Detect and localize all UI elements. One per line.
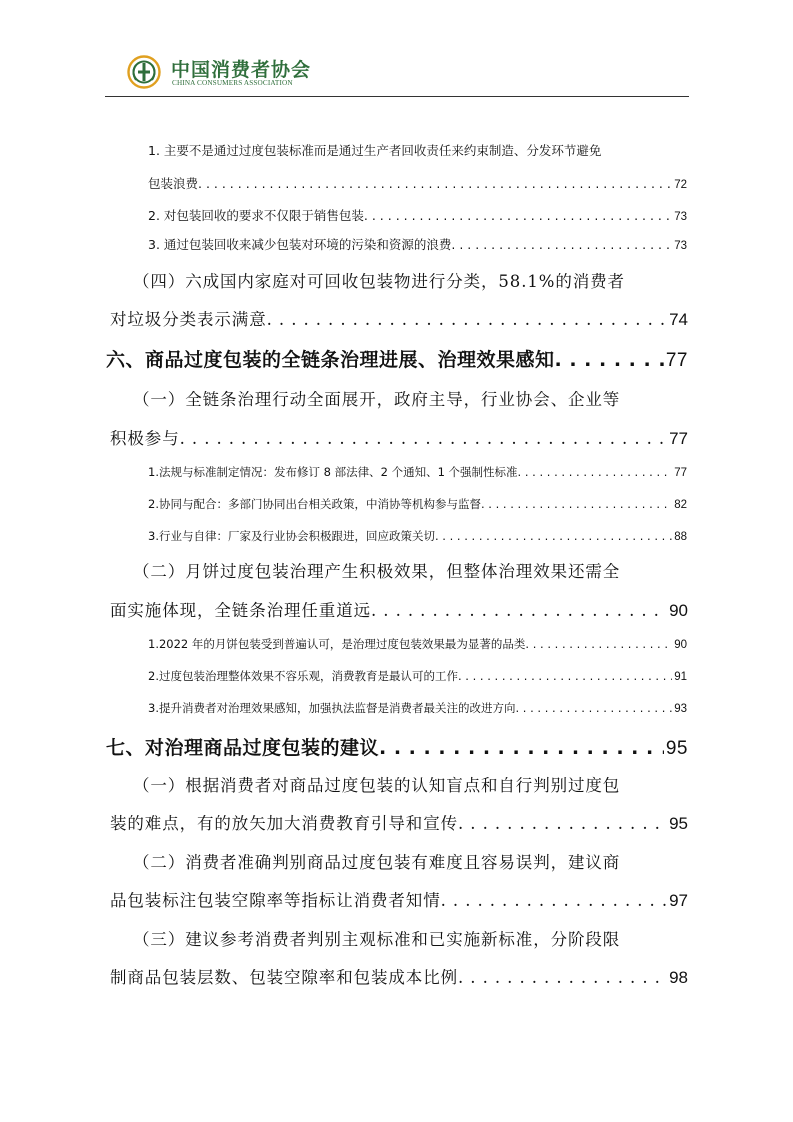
toc-entry[interactable] xyxy=(148,206,687,224)
toc-page-number: 93 xyxy=(674,703,687,715)
toc-page-number: 73 xyxy=(674,211,687,223)
toc-entry[interactable] xyxy=(148,235,687,253)
toc-entry[interactable] xyxy=(148,668,687,684)
toc-entry[interactable] xyxy=(148,528,687,544)
toc-leader-dots xyxy=(525,637,672,651)
toc-entry-text: 2.过度包装治理整体效果不容乐观，消费教育是最认可的工作 xyxy=(148,669,458,683)
toc-leader-dots xyxy=(481,497,672,511)
toc-page-number: 90 xyxy=(669,601,688,620)
toc-entry[interactable] xyxy=(110,425,688,449)
toc-entry-text: 2.协同与配合：多部门协同出台相关政策，中消协等机构参与监督 xyxy=(148,497,481,511)
toc-leader-dots xyxy=(364,208,672,223)
toc-entry-text: 1.法规与标准制定情况：发布修订 8 部法律、2 个通知、1 个强制性标准 xyxy=(148,465,518,479)
toc-entry[interactable] xyxy=(148,636,687,652)
toc-entry-text: 包装浪费 xyxy=(148,176,199,191)
toc-entry-text: 制商品包装层数、包装空隙率和包装成本比例 xyxy=(110,968,458,987)
toc-entry-text: 1.2022 年的月饼包装受到普遍认可，是治理过度包装效果最为显著的品类 xyxy=(148,637,526,651)
toc-entry-line1: （三）建议参考消费者判别主观标准和已实施新标准，分阶段限 xyxy=(133,930,621,949)
toc-leader-dots xyxy=(458,968,667,987)
toc-entry-text: 3. 通过包装回收来减少包装对环境的污染和资源的浪费 xyxy=(148,237,452,252)
toc-page-number: 97 xyxy=(669,891,688,910)
toc-entry[interactable] xyxy=(148,464,687,480)
toc-entry-text: 面实施体现，全链条治理任重道远 xyxy=(110,601,371,620)
toc-entry-text: 2. 对包装回收的要求不仅限于销售包装 xyxy=(148,208,364,223)
toc-page-number: 77 xyxy=(669,429,688,448)
toc-entry-line1: （二）月饼过度包装治理产生积极效果，但整体治理效果还需全 xyxy=(133,562,621,581)
toc-page-number: 77 xyxy=(665,350,688,371)
toc-page-number: 72 xyxy=(674,179,687,191)
toc-page-number: 73 xyxy=(674,240,687,252)
toc-entry-line1: （一）全链条治理行动全面展开，政府主导，行业协会、企业等 xyxy=(133,390,621,409)
toc-entry[interactable] xyxy=(148,700,687,716)
toc-leader-dots xyxy=(180,429,667,448)
page-header xyxy=(105,50,689,97)
toc-leader-dots xyxy=(515,701,672,715)
toc-entry[interactable] xyxy=(110,597,688,621)
toc-page-number: 95 xyxy=(669,814,688,833)
toc-entry-line1: （一）根据消费者对商品过度包装的认知盲点和自行判别过度包 xyxy=(133,776,621,795)
toc-entry-text: 积极参与 xyxy=(110,429,180,448)
toc-page-number: 98 xyxy=(669,968,688,987)
toc-leader-dots xyxy=(518,465,673,479)
toc-entry-text: 3.行业与自律：厂家及行业协会积极跟进，回应政策关切 xyxy=(148,529,435,543)
toc-entry[interactable] xyxy=(148,174,687,192)
toc-entry-text: 品包装标注包装空隙率等指标让消费者知情 xyxy=(110,891,441,910)
toc-entry[interactable] xyxy=(110,810,688,834)
toc-entry[interactable] xyxy=(106,733,688,760)
toc-leader-dots xyxy=(441,891,667,910)
toc-page-number: 82 xyxy=(674,499,687,511)
toc-leader-dots xyxy=(451,237,672,252)
toc-leader-dots xyxy=(435,529,672,543)
toc-leader-dots xyxy=(458,669,672,683)
toc-entry-line1: 1. 主要不是通过过度包装标准而是通过生产者回收责任来约束制造、分发环节避免 xyxy=(148,143,602,158)
toc-entry[interactable] xyxy=(110,306,688,330)
toc-page-number: 77 xyxy=(674,467,687,479)
org-name-cn: 中国消费者协会 xyxy=(171,59,312,81)
toc-entry[interactable] xyxy=(110,887,688,911)
toc-entry-text: 七、对治理商品过度包装的建议 xyxy=(106,737,380,759)
cca-logo-icon xyxy=(127,55,161,89)
toc-leader-dots xyxy=(555,349,664,371)
toc-entry[interactable] xyxy=(110,964,688,988)
toc-page-number: 91 xyxy=(674,671,687,683)
toc-leader-dots xyxy=(198,176,672,191)
toc-leader-dots xyxy=(379,737,664,759)
toc-entry-text: 对垃圾分类表示满意 xyxy=(110,310,267,329)
toc-leader-dots xyxy=(371,601,667,620)
toc-entry-text: 六、商品过度包装的全链条治理进展、治理效果感知 xyxy=(106,349,555,371)
toc-leader-dots xyxy=(267,310,667,329)
toc-leader-dots xyxy=(458,814,667,833)
toc-entry[interactable] xyxy=(106,345,688,372)
org-name-en: CHINA CONSUMERS ASSOCIATION xyxy=(172,79,293,87)
toc-entry-text: 装的难点，有的放矢加大消费教育引导和宣传 xyxy=(110,814,458,833)
toc-entry-line1: （二）消费者准确判别商品过度包装有难度且容易误判，建议商 xyxy=(133,853,621,872)
toc-page-number: 74 xyxy=(669,310,688,329)
toc-page-number: 90 xyxy=(674,639,687,651)
toc-entry[interactable] xyxy=(148,496,687,512)
toc-entry-line1: （四）六成国内家庭对可回收包装物进行分类，58.1%的消费者 xyxy=(133,272,625,291)
toc-page-number: 88 xyxy=(674,531,687,543)
toc-entry-text: 3.提升消费者对治理效果感知，加强执法监督是消费者最关注的改进方向 xyxy=(148,701,516,715)
toc-page-number: 95 xyxy=(665,738,688,759)
